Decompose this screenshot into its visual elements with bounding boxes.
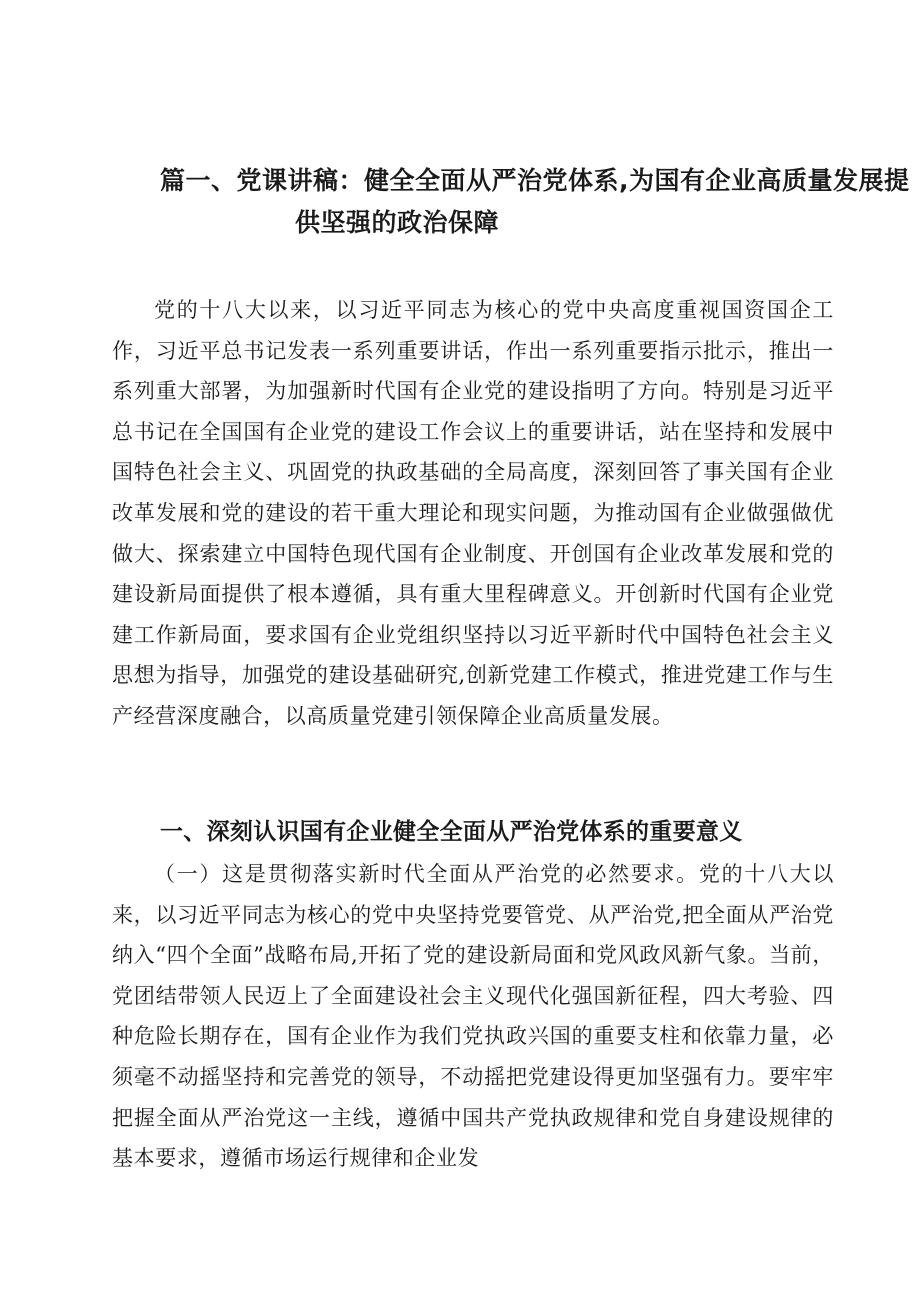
intro-paragraph: 党的十八大以来，以习近平同志为核心的党中央高度重视国资国企工作，习近平总书记发表一系列重要讲话，作出一系列重要指示批示，推出一系列重大部署，为加强新时代国有企业党的建设指明了方向。特别是习近平总书记在全国国有企业党的建设工作会议上的重要讲话，站在坚持和发展中国特色社会主义、巩固党的执政基础的全局高度，深刻回答了事关国有企业改革发展和党的建设的若干重大理论和现实问题，为推动国有企业做强做优做大、探索建立中国特色现代国有企业制度、开创国有企业改革发展和党的建设新局面提供了根本遵循，具有重大里程碑意义。开创新时代国有企业党建工作新局面，要求国有企业党组织坚持以习近平新时代中国特色社会主义思想为指导，加强党的建设基础研究,创新党建工作模式，推进党建工作与生产经营深度融合，以高质量党建引领保障企业高质量发展。 <box>112 298 834 728</box>
section-heading-1: 一、深刻认识国有企业健全全面从严治党体系的重要意义 <box>160 819 743 845</box>
title-line-1: 篇一、党课讲稿：健全全面从严治党体系,为国有企业高质量发展提 <box>160 166 910 195</box>
document-title <box>160 160 910 244</box>
section-1-paragraph-1: （一）这是贯彻落实新时代全面从严治党的必然要求。党的十八大以来，以习近平同志为核心的党中央坚持党要管党、从严治党,把全面从严治党纳入“四个全面”战略布局,开拓了党的建设新局面和党风政风新气象。当前，党团结带领人民迈上了全面建设社会主义现代化强国新征程，四大考验、四种危险长期存在，国有企业作为我们党执政兴国的重要支柱和依靠力量，必须毫不动摇坚持和完善党的领导，不动摇把党建设得更加坚强有力。要牢牢把握全面从严治党这一主线，遵循中国共产党执政规律和党自身建设规律的基本要求，遵循市场运行规律和企业发 <box>112 862 834 1171</box>
title-line-2: 供坚强的政治保障 <box>295 208 500 237</box>
